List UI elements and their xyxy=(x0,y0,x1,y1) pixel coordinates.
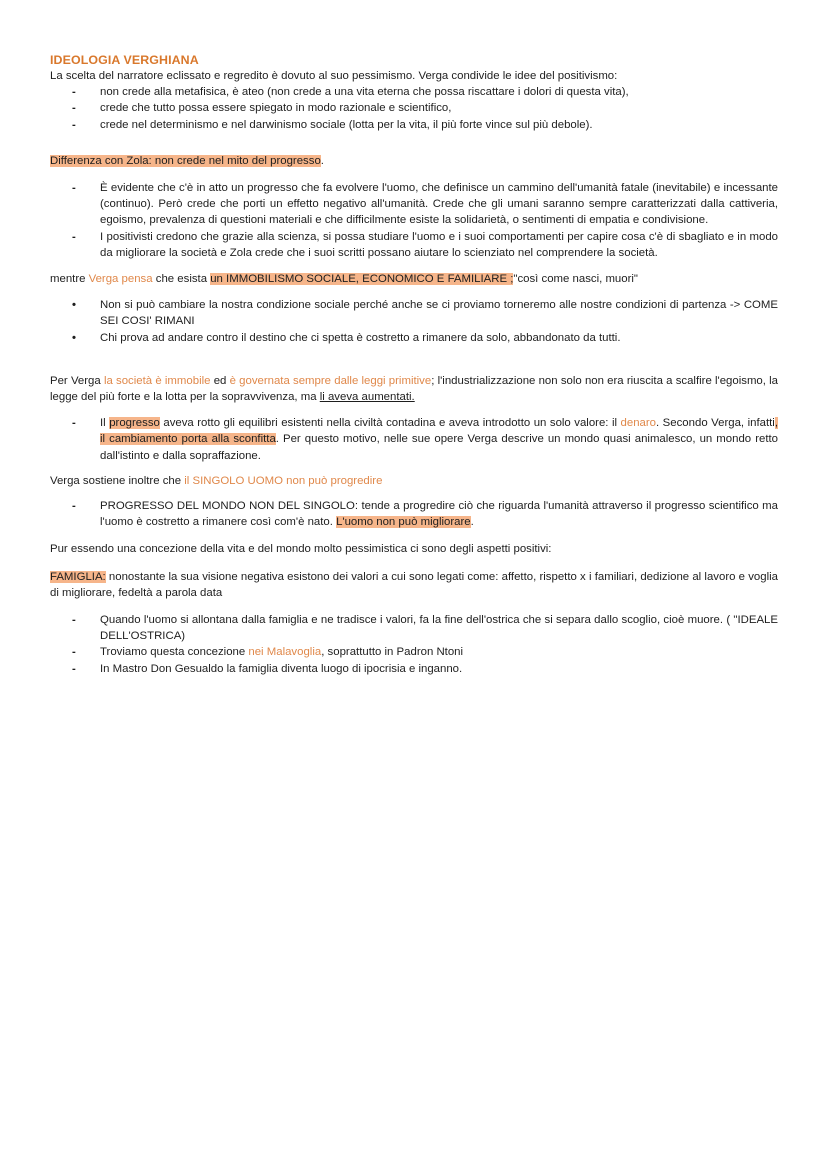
orange-text: è governata sempre dalle leggi primitive xyxy=(229,374,432,387)
orange-text: nei Malavoglia xyxy=(248,646,322,659)
dash-marker: - xyxy=(72,417,76,430)
list-item: - crede che tutto possa essere spiegato in modo razionale e scientifico, xyxy=(50,100,778,116)
highlighted-text: , il cambiamento porta alla sconfitta xyxy=(100,417,778,446)
list-item: - PROGRESSO DEL MONDO NON DEL SINGOLO: tende a progredire ciò che riguarda l'umanità attraverso il progresso scientifico ma l'uomo è costretto a rimanere così com'è nato. L'uomo non può migliorare. xyxy=(72,500,778,529)
list-item: - non crede alla metafisica, è ateo (non crede a una vita eterna che possa riscattare i dolori di questa vita), xyxy=(50,84,778,100)
list-item: - Il progresso aveva rotto gli equilibri esistenti nella civiltà contadina e aveva introdotto un solo valore: il denaro. Secondo Verga, infatti, il cambiamento porta alla sconfitta. Per questo motivo, nelle sue opere Verga descrive un mondo quasi animalesco, un mondo retto dall'istinto e dalla sopraffazione. xyxy=(72,417,778,462)
singolo-paragraph: Verga sostiene inoltre che il SINGOLO UOMO non può progredire xyxy=(50,474,383,487)
underlined-text: li aveva aumentati. xyxy=(319,391,415,404)
society-paragraph: Per Verga la società è immobile ed è governata sempre dalle leggi primitive; l'industrializzazione non solo non era riuscita a scalfire l'egoismo, la legge del più forte e la lotta per la sopravvivenza, ma li aveva aumentati. xyxy=(50,374,779,404)
progress-list xyxy=(50,415,778,464)
dash-marker: - xyxy=(72,86,76,99)
bullet-marker: • xyxy=(72,331,76,344)
orange-text: Verga pensa xyxy=(88,273,153,286)
dash-marker: - xyxy=(72,182,76,195)
list-item: - crede nel determinismo e nel darwinismo sociale (lotta per la vita, il più forte vince sul più debole). xyxy=(50,117,778,133)
immobilismo-paragraph: mentre Verga pensa che esista un IMMOBILISMO SOCIALE, ECONOMICO E FAMILIARE ;"così come nasci, muori" xyxy=(50,273,638,286)
highlighted-text: progresso xyxy=(109,417,160,430)
highlighted-text: un IMMOBILISMO SOCIALE, ECONOMICO E FAMILIARE ; xyxy=(210,273,514,286)
dash-marker: - xyxy=(72,118,76,131)
singolo-list xyxy=(50,498,778,530)
list-item: • Chi prova ad andare contro il destino che ci spetta è costretto a rimanere da solo, abbandonato da tutti. xyxy=(50,330,778,346)
positive-paragraph: Pur essendo una concezione della vita e del mondo molto pessimistica ci sono degli aspetti positivi: xyxy=(50,543,552,556)
dash-marker: - xyxy=(72,230,76,243)
dash-marker: - xyxy=(72,646,76,659)
page-title: IDEOLOGIA VERGHIANA xyxy=(50,53,199,67)
list-item: - Troviamo questa concezione nei Malavoglia, soprattutto in Padron Ntoni xyxy=(50,644,778,660)
orange-text: denaro xyxy=(620,417,657,430)
orange-text: la società è immobile xyxy=(103,374,211,387)
famiglia-paragraph: FAMIGLIA: nonostante la sua visione negativa esistono dei valori a cui sono legati come: affetto, rispetto x i familiari, dedizione al lavoro e voglia di migliorare, fedeltà a parola data xyxy=(50,570,778,599)
zola-list xyxy=(50,180,778,261)
dash-marker: - xyxy=(72,614,76,627)
immobilismo-list xyxy=(50,297,778,346)
list-item: - Quando l'uomo si allontana dalla famiglia e ne tradisce i valori, fa la fine dell'ostrica che si separa dallo scoglio, cioè muore. ( "IDEALE DELL'OSTRICA) xyxy=(72,614,778,643)
positivism-list xyxy=(50,84,778,133)
list-item: • Non si può cambiare la nostra condizione sociale perché anche se ci proviamo torneremo alle nostre condizioni di partenza -> COME SEI COSI' RIMANI xyxy=(72,299,778,328)
list-item: - In Mastro Don Gesualdo la famiglia diventa luogo di ipocrisia e inganno. xyxy=(50,661,778,677)
dash-marker: - xyxy=(72,662,76,675)
dash-marker: - xyxy=(72,102,76,115)
bullet-marker: • xyxy=(72,299,76,312)
highlighted-text: FAMIGLIA: xyxy=(50,570,106,583)
highlighted-text: L'uomo non può migliorare xyxy=(336,516,471,529)
list-item: - È evidente che c'è in atto un progresso che fa evolvere l'uomo, che definisce un cammino dell'umanità fatale (inevitabile) e incessante (continuo). Però crede che porti un effetto negativo all'umanità. Crede che gli umani saranno sempre caratterizzati dalla cattiveria, egoismo, prevalenza di questioni materiali e che difficilmente esiste la solidarietà, o sentimenti di empatia e condivisione. xyxy=(72,182,778,227)
highlighted-text: Differenza con Zola: non crede nel mito del progresso xyxy=(50,154,321,167)
intro-paragraph: La scelta del narratore eclissato e regredito è dovuto al suo pessimismo. Verga condivide le idee del positivismo: xyxy=(50,70,618,82)
orange-text: il SINGOLO UOMO non può progredire xyxy=(184,474,383,487)
zola-heading: Differenza con Zola: non crede nel mito del progresso. xyxy=(50,154,324,167)
list-item: - I positivisti credono che grazie alla scienza, si possa studiare l'uomo e i suoi comportamenti per capire cosa c'è di sbagliato e in modo da migliorare la società e Zola crede che i suoi scritti possano aiutare lo scienziato nel comprendere la società. xyxy=(72,230,778,259)
famiglia-list xyxy=(50,612,778,677)
dash-marker: - xyxy=(72,500,76,513)
document-content xyxy=(50,52,778,677)
